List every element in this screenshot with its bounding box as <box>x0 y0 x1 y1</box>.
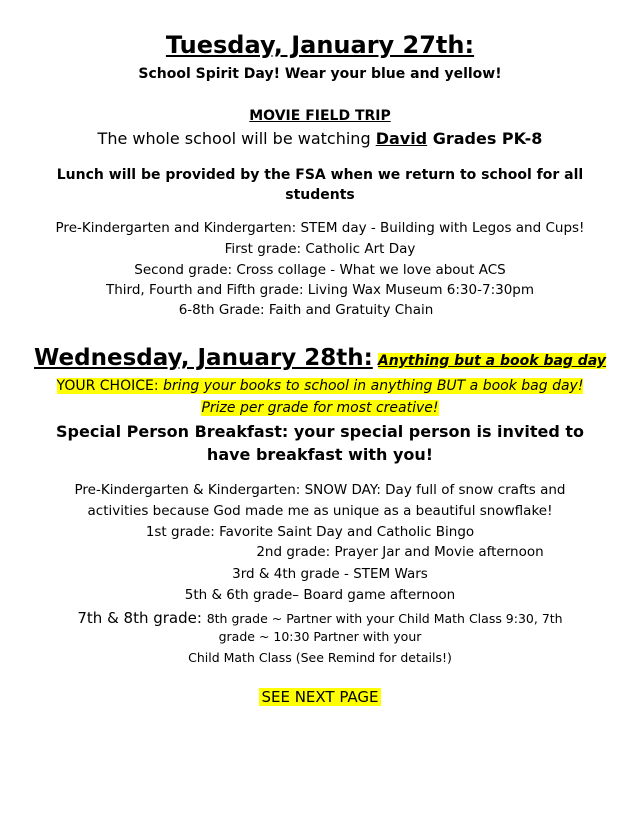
lunch-line-2: students <box>285 187 355 203</box>
tuesday-grade-item: First grade: Catholic Art Day <box>224 241 416 257</box>
prize-line <box>0 400 640 416</box>
wednesday-grade-item: 2nd grade: Prayer Jar and Movie afternoon <box>256 544 544 560</box>
seventh-eighth-line-2: grade ~ 10:30 Partner with your <box>218 629 422 644</box>
choice-text: bring your books to school in anything BUT a book bag day! <box>163 378 584 394</box>
seventh-eighth-text: 8th grade ~ Partner with your Child Math Class 9:30, 7th <box>206 611 563 626</box>
breakfast-line-1: Special Person Breakfast: your special person is invited to <box>56 422 584 441</box>
wednesday-theme: Anything but a book bag day <box>377 353 606 369</box>
prize-text: Prize per grade for most creative! <box>201 400 439 416</box>
tuesday-grade-item: 6-8th Grade: Faith and Gratuity Chain <box>178 302 434 318</box>
field-trip-prefix: The whole school will be watching <box>97 129 376 148</box>
spirit-day-line: School Spirit Day! Wear your blue and yellow! <box>138 66 502 82</box>
field-trip-heading: MOVIE FIELD TRIP <box>249 108 391 124</box>
field-trip-movie: David <box>375 129 428 148</box>
seventh-eighth-line-3: Child Math Class (See Remind for details!) <box>188 650 452 665</box>
choice-line <box>0 378 640 394</box>
wednesday-grade-item: 3rd & 4th grade - STEM Wars <box>232 566 428 582</box>
lunch-line-1: Lunch will be provided by the FSA when we return to school for all <box>56 167 584 183</box>
tuesday-grade-item: Second grade: Cross collage - What we love about ACS <box>134 262 506 278</box>
wednesday-grade-item: 5th & 6th grade– Board game afternoon <box>184 587 456 603</box>
tuesday-grade-item: Third, Fourth and Fifth grade: Living Wax Museum 6:30-7:30pm <box>105 282 535 298</box>
wednesday-title: Wednesday, January 28th: <box>34 345 373 371</box>
seventh-eighth-label: 7th & 8th grade: <box>77 609 207 627</box>
field-trip-grades: Grades PK-8 <box>427 129 543 148</box>
next-page-label: SEE NEXT PAGE <box>261 688 379 706</box>
wednesday-grade-item: Pre-Kindergarten & Kindergarten: SNOW DAY: Day full of snow crafts and <box>74 482 566 498</box>
next-page-line <box>0 689 640 706</box>
tuesday-title: Tuesday, January 27th: <box>165 31 475 59</box>
choice-label: YOUR CHOICE: <box>56 378 164 394</box>
wednesday-title-line <box>0 345 640 371</box>
seventh-eighth-line-1 <box>0 609 640 627</box>
wednesday-grade-item: 1st grade: Favorite Saint Day and Catholic Bingo <box>145 524 475 540</box>
field-trip-line <box>0 130 640 148</box>
breakfast-line-2: have breakfast with you! <box>206 445 434 464</box>
tuesday-grade-item: Pre-Kindergarten and Kindergarten: STEM day - Building with Legos and Cups! <box>55 220 585 236</box>
wednesday-grade-item: activities because God made me as unique as a beautiful snowflake! <box>87 503 553 519</box>
